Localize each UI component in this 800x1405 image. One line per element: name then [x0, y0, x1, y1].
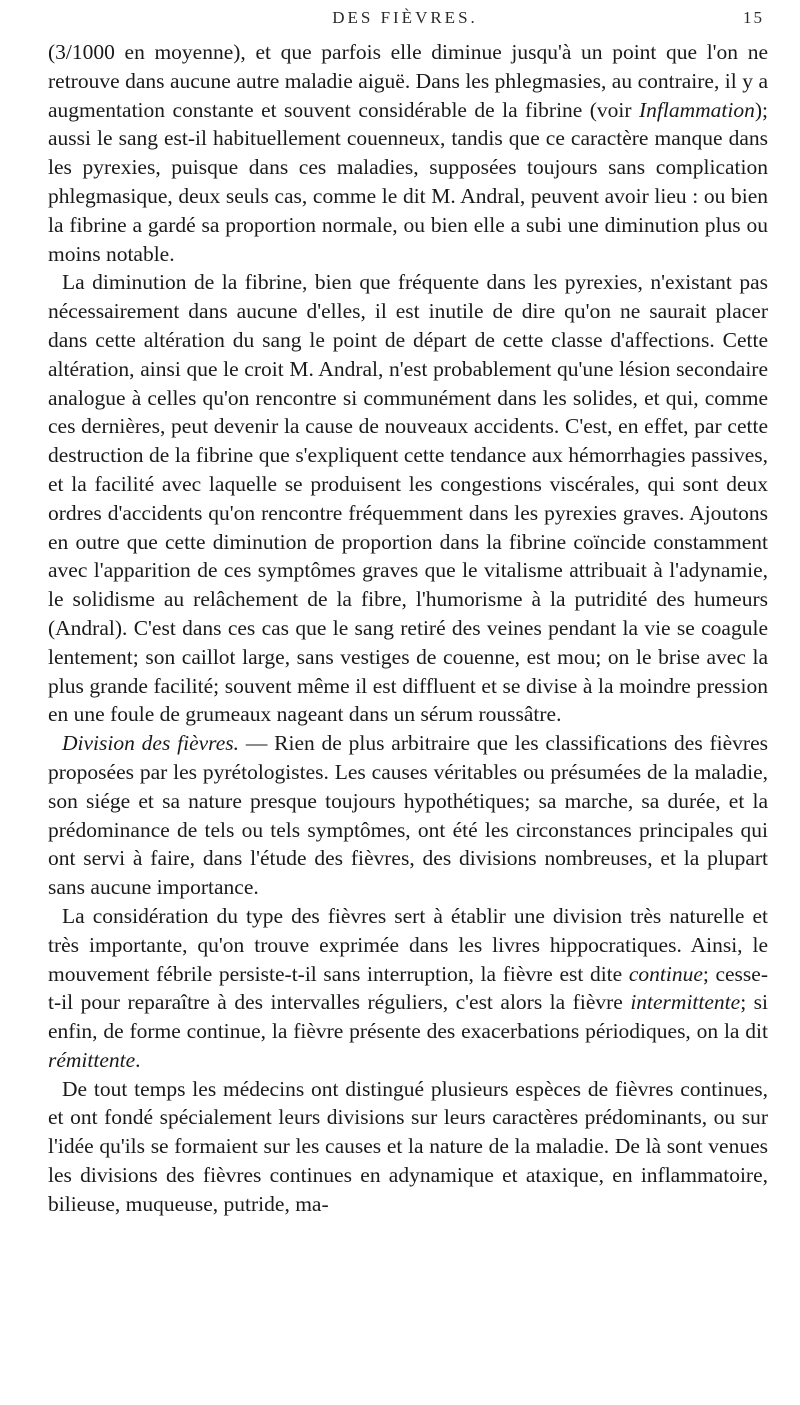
running-title: DES FIÈVRES.: [332, 8, 478, 27]
italic-term: rémittente: [48, 1047, 136, 1072]
text-segment: ); aussi le sang est-il habituellement couenneux, tandis que ce caractère manque dans les pyrexies, puisque dans ces maladies, supposées toujours sans complication phlegmasique, deux seuls cas, comme le dit M. Andral, peuvent avoir lieu : ou bien la fibrine a gardé sa proportion normale, ou bien elle a subi une diminution plus ou moins notable.: [48, 97, 768, 266]
text-segment: ; si enfin, de forme continue, la fièvre présente des exacerbations périodiques, on la dit: [48, 990, 768, 1044]
paragraph: [48, 38, 768, 268]
paragraph: [48, 1075, 768, 1219]
italic-term: intermittente: [630, 990, 741, 1015]
body-text: [48, 38, 768, 1219]
paragraph: [48, 729, 768, 902]
paragraph: [48, 268, 768, 729]
text-segment: De tout temps les médecins ont distingué plusieurs espèces de fièvres continues, et ont fondé spécialement leurs divisions sur leurs caractères prédominants, ou sur l'idée qu'ils se formaient sur les causes et la nature de la maladie. De là sont venues les divisions des fièvres continues en adynamique et ataxique, en inflammatoire, bilieuse, muqueuse, putride, ma-: [48, 1076, 768, 1216]
page-number: 15: [743, 8, 764, 27]
italic-term: Inflammation: [639, 97, 755, 122]
italic-term: continue: [628, 961, 703, 986]
section-heading: Division des fièvres.: [62, 731, 240, 756]
text-segment: La diminution de la fibrine, bien que fréquente dans les pyrexies, n'existant pas nécessairement dans aucune d'elles, il est inutile de dire qu'on ne saurait placer dans cette altération du sang le point de départ de cette classe d'affections. Cette altération, ainsi que le croit M. Andral, n'est probablement qu'une lésion secondaire analogue à celles qu'on rencontre si communément dans les solides, et qui, comme ces dernières, peut devenir la cause de nouveaux accidents. C'est, en effet, par cette destruction de la fibrine que s'expliquent cette tendance aux hémorrhagies passives, et la facilité avec laquelle se produisent les congestions viscérales, qui sont deux ordres d'accidents qu'on rencontre fréquemment dans les pyrexies graves. Ajoutons en outre que cette diminution de proportion dans la fibrine coïncide constamment avec l'apparition de ces symptômes graves que le vitalisme attribuait à l'adynamie, le solidisme au relâchement de la fibre, l'humorisme à la putridité des humeurs (Andral). C'est dans ces cas que le sang retiré des veines pendant la vie se coagule lentement; son caillot large, sans vestiges de couenne, est mou; on le brise avec la plus grande facilité; souvent même il est diffluent et se divise à la moindre pression en une foule de grumeaux nageant dans un sérum roussâtre.: [48, 270, 768, 727]
text-segment: (3/1000 en moyenne), et que parfois elle diminue jusqu'à un point que l'on ne retrouve dans aucune autre maladie aiguë. Dans les phlegmasies, au contraire, il y a augmentation constante et souvent considérable de la fibrine (voir: [48, 40, 768, 122]
page-header: [40, 8, 770, 36]
text-segment: .: [135, 1047, 141, 1072]
text-segment: La considération du type des fièvres sert à établir une division très naturelle et très importante, qu'on trouve exprimée dans les livres hippocratiques. Ainsi, le mouvement fébrile persiste-t-il sans interruption, la fièvre est dite: [48, 903, 768, 986]
text-segment: — Rien de plus arbitraire que les classifications des fièvres proposées par les pyrétologistes. Les causes véritables ou présumées de la maladie, son siége et sa nature presque toujours hypothétiques; sa marche, sa durée, et la prédominance de tels ou tels symptômes, ont été les circonstances principales qui ont servi à faire, dans l'étude des fièvres, des divisions nombreuses, et la plupart sans aucune importance.: [48, 731, 768, 900]
text-segment: ; cesse-t-il pour reparaître à des intervalles réguliers, c'est alors la fièvre: [48, 961, 768, 1015]
paragraph: [48, 902, 768, 1075]
